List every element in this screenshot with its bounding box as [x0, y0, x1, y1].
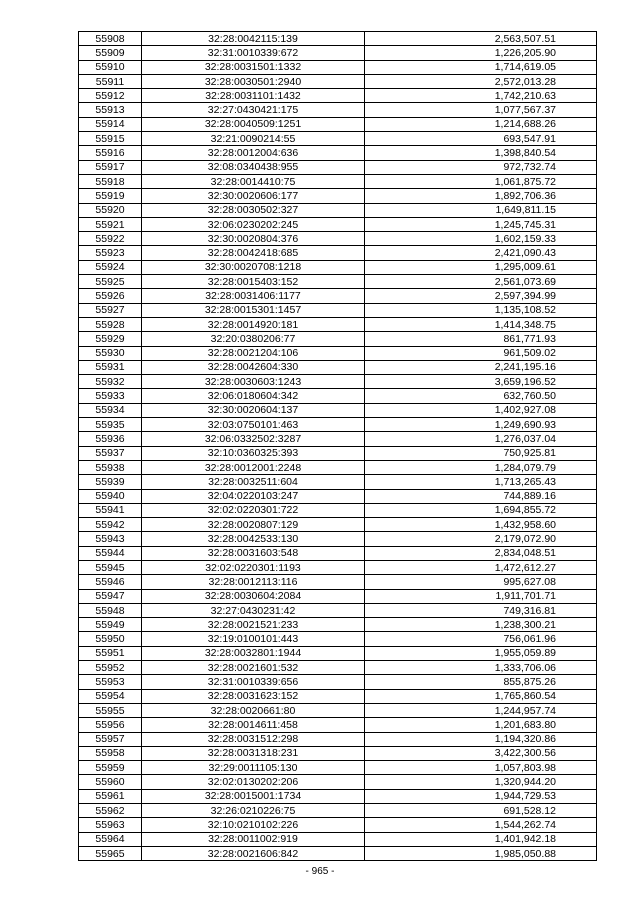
table-row: [79, 403, 597, 417]
table-row: [79, 303, 597, 317]
amount-cell: 1,765,860.54: [365, 689, 597, 703]
table-row: [79, 575, 597, 589]
cadastral-number-cell: 32:28:0012001:2248: [142, 460, 365, 474]
amount-cell: 1,432,958.60: [365, 518, 597, 532]
table-row: [79, 618, 597, 632]
row-number-cell: 55938: [79, 460, 142, 474]
table-row: [79, 217, 597, 231]
cadastral-number-cell: 32:28:0032511:604: [142, 475, 365, 489]
table-row: [79, 375, 597, 389]
row-number-cell: 55951: [79, 646, 142, 660]
amount-cell: 1,201,683.80: [365, 718, 597, 732]
cadastral-number-cell: 32:28:0020661:80: [142, 703, 365, 717]
amount-cell: 1,472,612.27: [365, 560, 597, 574]
row-number-cell: 55943: [79, 532, 142, 546]
amount-cell: 1,911,701.71: [365, 589, 597, 603]
cadastral-number-cell: 32:28:0011002:919: [142, 832, 365, 846]
table-row: [79, 518, 597, 532]
cadastral-number-cell: 32:28:0014920:181: [142, 317, 365, 331]
row-number-cell: 55925: [79, 275, 142, 289]
cadastral-number-cell: 32:28:0030501:2940: [142, 74, 365, 88]
row-number-cell: 55958: [79, 746, 142, 760]
row-number-cell: 55919: [79, 189, 142, 203]
amount-cell: 1,295,009.61: [365, 260, 597, 274]
cadastral-number-cell: 32:10:0360325:393: [142, 446, 365, 460]
amount-cell: 693,547.91: [365, 132, 597, 146]
amount-cell: 972,732.74: [365, 160, 597, 174]
row-number-cell: 55914: [79, 117, 142, 131]
cadastral-number-cell: 32:26:0210226:75: [142, 804, 365, 818]
row-number-cell: 55909: [79, 46, 142, 60]
cadastral-number-cell: 32:28:0031406:1177: [142, 289, 365, 303]
table-row: [79, 460, 597, 474]
table-row: [79, 632, 597, 646]
amount-cell: 1,944,729.53: [365, 789, 597, 803]
cadastral-number-cell: 32:28:0014611:458: [142, 718, 365, 732]
amount-cell: 1,238,300.21: [365, 618, 597, 632]
row-number-cell: 55933: [79, 389, 142, 403]
cadastral-number-cell: 32:08:0340438:955: [142, 160, 365, 174]
cadastral-number-cell: 32:28:0021601:532: [142, 661, 365, 675]
page-number: - 965 -: [305, 866, 335, 877]
row-number-cell: 55908: [79, 32, 142, 46]
table-row: [79, 275, 597, 289]
table-row: [79, 46, 597, 60]
amount-cell: 1,057,803.98: [365, 761, 597, 775]
cadastral-number-cell: 32:28:0031101:1432: [142, 89, 365, 103]
table-row: [79, 246, 597, 260]
cadastral-number-cell: 32:06:0332502:3287: [142, 432, 365, 446]
cadastral-number-cell: 32:28:0042604:330: [142, 360, 365, 374]
amount-cell: 744,889.16: [365, 489, 597, 503]
row-number-cell: 55957: [79, 732, 142, 746]
table-row: [79, 103, 597, 117]
row-number-cell: 55931: [79, 360, 142, 374]
row-number-cell: 55917: [79, 160, 142, 174]
cadastral-number-cell: 32:28:0015403:152: [142, 275, 365, 289]
cadastral-number-cell: 32:28:0012113:116: [142, 575, 365, 589]
cadastral-number-cell: 32:28:0015001:1734: [142, 789, 365, 803]
row-number-cell: 55946: [79, 575, 142, 589]
row-number-cell: 55910: [79, 60, 142, 74]
row-number-cell: 55936: [79, 432, 142, 446]
amount-cell: 1,414,348.75: [365, 317, 597, 331]
amount-cell: 1,649,811.15: [365, 203, 597, 217]
table-row: [79, 60, 597, 74]
row-number-cell: 55963: [79, 818, 142, 832]
amount-cell: 1,398,840.54: [365, 146, 597, 160]
row-number-cell: 55941: [79, 503, 142, 517]
amount-cell: 749,316.81: [365, 603, 597, 617]
row-number-cell: 55913: [79, 103, 142, 117]
cadastral-number-cell: 32:21:0090214:55: [142, 132, 365, 146]
amount-cell: 1,244,957.74: [365, 703, 597, 717]
amount-cell: 2,241,195.16: [365, 360, 597, 374]
row-number-cell: 55932: [79, 375, 142, 389]
amount-cell: 1,742,210.63: [365, 89, 597, 103]
table-row: [79, 317, 597, 331]
row-number-cell: 55940: [79, 489, 142, 503]
table-row: [79, 160, 597, 174]
amount-cell: 632,760.50: [365, 389, 597, 403]
cadastral-number-cell: 32:28:0014410:75: [142, 174, 365, 188]
cadastral-number-cell: 32:28:0031623:152: [142, 689, 365, 703]
table-row: [79, 775, 597, 789]
cadastral-number-cell: 32:06:0230202:245: [142, 217, 365, 231]
amount-cell: 2,179,072.90: [365, 532, 597, 546]
amount-cell: 1,077,567.37: [365, 103, 597, 117]
cadastral-number-cell: 32:28:0012004:636: [142, 146, 365, 160]
amount-cell: 961,509.02: [365, 346, 597, 360]
amount-cell: 2,421,090.43: [365, 246, 597, 260]
table-row: [79, 746, 597, 760]
row-number-cell: 55942: [79, 518, 142, 532]
table-row: [79, 503, 597, 517]
table-row: [79, 146, 597, 160]
amount-cell: 1,714,619.05: [365, 60, 597, 74]
amount-cell: 1,194,320.86: [365, 732, 597, 746]
cadastral-number-cell: 32:28:0042418:685: [142, 246, 365, 260]
row-number-cell: 55935: [79, 418, 142, 432]
table-row: [79, 475, 597, 489]
row-number-cell: 55926: [79, 289, 142, 303]
amount-cell: 1,694,855.72: [365, 503, 597, 517]
row-number-cell: 55956: [79, 718, 142, 732]
amount-cell: 3,422,300.56: [365, 746, 597, 760]
row-number-cell: 55955: [79, 703, 142, 717]
amount-cell: 1,401,942.18: [365, 832, 597, 846]
table-row: [79, 846, 597, 860]
cadastral-number-cell: 32:02:0220301:722: [142, 503, 365, 517]
row-number-cell: 55922: [79, 232, 142, 246]
amount-cell: 691,528.12: [365, 804, 597, 818]
table-row: [79, 603, 597, 617]
table-row: [79, 289, 597, 303]
table-row: [79, 761, 597, 775]
cadastral-number-cell: 32:28:0031603:548: [142, 546, 365, 560]
row-number-cell: 55916: [79, 146, 142, 160]
cadastral-number-cell: 32:28:0042115:139: [142, 32, 365, 46]
amount-cell: 1,320,944.20: [365, 775, 597, 789]
row-number-cell: 55944: [79, 546, 142, 560]
amount-cell: 1,284,079.79: [365, 460, 597, 474]
cadastral-number-cell: 32:28:0030604:2084: [142, 589, 365, 603]
table-row: [79, 32, 597, 46]
table-row: [79, 132, 597, 146]
cadastral-number-cell: 32:28:0031512:298: [142, 732, 365, 746]
amount-cell: 1,214,688.26: [365, 117, 597, 131]
table-row: [79, 703, 597, 717]
cadastral-number-cell: 32:28:0015301:1457: [142, 303, 365, 317]
row-number-cell: 55953: [79, 675, 142, 689]
cadastral-number-cell: 32:02:0130202:206: [142, 775, 365, 789]
cadastral-number-cell: 32:30:0020804:376: [142, 232, 365, 246]
row-number-cell: 55924: [79, 260, 142, 274]
row-number-cell: 55965: [79, 846, 142, 860]
amount-cell: 750,925.81: [365, 446, 597, 460]
table-row: [79, 732, 597, 746]
amount-cell: 2,834,048.51: [365, 546, 597, 560]
row-number-cell: 55939: [79, 475, 142, 489]
cadastral-number-cell: 32:06:0180604:342: [142, 389, 365, 403]
cadastral-number-cell: 32:30:0020604:137: [142, 403, 365, 417]
amount-cell: 1,245,745.31: [365, 217, 597, 231]
row-number-cell: 55930: [79, 346, 142, 360]
row-number-cell: 55918: [79, 174, 142, 188]
row-number-cell: 55928: [79, 317, 142, 331]
amount-cell: 3,659,196.52: [365, 375, 597, 389]
row-number-cell: 55948: [79, 603, 142, 617]
row-number-cell: 55911: [79, 74, 142, 88]
table-row: [79, 560, 597, 574]
amount-cell: 1,061,875.72: [365, 174, 597, 188]
cadastral-number-cell: 32:19:0100101:443: [142, 632, 365, 646]
table-row: [79, 804, 597, 818]
cadastral-number-cell: 32:27:0430231:42: [142, 603, 365, 617]
table-row: [79, 89, 597, 103]
amount-cell: 1,955,059.89: [365, 646, 597, 660]
row-number-cell: 55929: [79, 332, 142, 346]
amount-cell: 2,572,013.28: [365, 74, 597, 88]
table-row: [79, 446, 597, 460]
row-number-cell: 55964: [79, 832, 142, 846]
row-number-cell: 55960: [79, 775, 142, 789]
amount-cell: 1,985,050.88: [365, 846, 597, 860]
row-number-cell: 55954: [79, 689, 142, 703]
row-number-cell: 55937: [79, 446, 142, 460]
amount-cell: 861,771.93: [365, 332, 597, 346]
row-number-cell: 55962: [79, 804, 142, 818]
amount-cell: 2,597,394.99: [365, 289, 597, 303]
row-number-cell: 55952: [79, 661, 142, 675]
table-row: [79, 189, 597, 203]
cadastral-number-cell: 32:28:0031501:1332: [142, 60, 365, 74]
cadastral-number-cell: 32:02:0220301:1193: [142, 560, 365, 574]
amount-cell: 756,061.96: [365, 632, 597, 646]
cadastral-number-cell: 32:28:0020807:129: [142, 518, 365, 532]
table-row: [79, 675, 597, 689]
table-row: [79, 646, 597, 660]
table-row: [79, 117, 597, 131]
row-number-cell: 55920: [79, 203, 142, 217]
amount-cell: 1,544,262.74: [365, 818, 597, 832]
cadastral-number-cell: 32:31:0010339:656: [142, 675, 365, 689]
cadastral-number-cell: 32:04:0220103:247: [142, 489, 365, 503]
cadastral-number-cell: 32:20:0380206:77: [142, 332, 365, 346]
table-row: [79, 360, 597, 374]
table-row: [79, 232, 597, 246]
row-number-cell: 55947: [79, 589, 142, 603]
row-number-cell: 55921: [79, 217, 142, 231]
row-number-cell: 55961: [79, 789, 142, 803]
amount-cell: 1,713,265.43: [365, 475, 597, 489]
amount-cell: 995,627.08: [365, 575, 597, 589]
table-row: [79, 532, 597, 546]
table-row: [79, 74, 597, 88]
row-number-cell: 55923: [79, 246, 142, 260]
amount-cell: 1,333,706.06: [365, 661, 597, 675]
table-row: [79, 346, 597, 360]
cadastral-number-cell: 32:28:0042533:130: [142, 532, 365, 546]
cadastral-number-cell: 32:28:0030603:1243: [142, 375, 365, 389]
table-row: [79, 489, 597, 503]
row-number-cell: 55934: [79, 403, 142, 417]
data-table: [78, 31, 597, 861]
table-row: [79, 689, 597, 703]
cadastral-number-cell: 32:28:0031318:231: [142, 746, 365, 760]
cadastral-number-cell: 32:28:0021204:106: [142, 346, 365, 360]
table-row: [79, 718, 597, 732]
cadastral-number-cell: 32:28:0032801:1944: [142, 646, 365, 660]
row-number-cell: 55959: [79, 761, 142, 775]
table-row: [79, 389, 597, 403]
table-row: [79, 661, 597, 675]
cadastral-number-cell: 32:03:0750101:463: [142, 418, 365, 432]
table-body: [79, 32, 597, 861]
amount-cell: 1,276,037.04: [365, 432, 597, 446]
row-number-cell: 55949: [79, 618, 142, 632]
amount-cell: 1,892,706.36: [365, 189, 597, 203]
cadastral-number-cell: 32:30:0020606:177: [142, 189, 365, 203]
row-number-cell: 55915: [79, 132, 142, 146]
cadastral-number-cell: 32:31:0010339:672: [142, 46, 365, 60]
table-row: [79, 589, 597, 603]
cadastral-number-cell: 32:29:0011105:130: [142, 761, 365, 775]
cadastral-number-cell: 32:28:0021606:842: [142, 846, 365, 860]
table-row: [79, 203, 597, 217]
table-row: [79, 260, 597, 274]
table-row: [79, 789, 597, 803]
amount-cell: 855,875.26: [365, 675, 597, 689]
cadastral-number-cell: 32:28:0030502:327: [142, 203, 365, 217]
cadastral-number-cell: 32:27:0430421:175: [142, 103, 365, 117]
table-row: [79, 818, 597, 832]
row-number-cell: 55927: [79, 303, 142, 317]
amount-cell: 2,563,507.51: [365, 32, 597, 46]
row-number-cell: 55912: [79, 89, 142, 103]
table-row: [79, 174, 597, 188]
amount-cell: 2,561,073.69: [365, 275, 597, 289]
amount-cell: 1,602,159.33: [365, 232, 597, 246]
amount-cell: 1,135,108.52: [365, 303, 597, 317]
row-number-cell: 55950: [79, 632, 142, 646]
table-row: [79, 832, 597, 846]
cadastral-number-cell: 32:28:0021521:233: [142, 618, 365, 632]
row-number-cell: 55945: [79, 560, 142, 574]
cadastral-number-cell: 32:10:0210102:226: [142, 818, 365, 832]
table-row: [79, 332, 597, 346]
cadastral-number-cell: 32:30:0020708:1218: [142, 260, 365, 274]
table-row: [79, 432, 597, 446]
table-row: [79, 546, 597, 560]
amount-cell: 1,226,205.90: [365, 46, 597, 60]
amount-cell: 1,249,690.93: [365, 418, 597, 432]
cadastral-number-cell: 32:28:0040509:1251: [142, 117, 365, 131]
table-row: [79, 418, 597, 432]
amount-cell: 1,402,927.08: [365, 403, 597, 417]
